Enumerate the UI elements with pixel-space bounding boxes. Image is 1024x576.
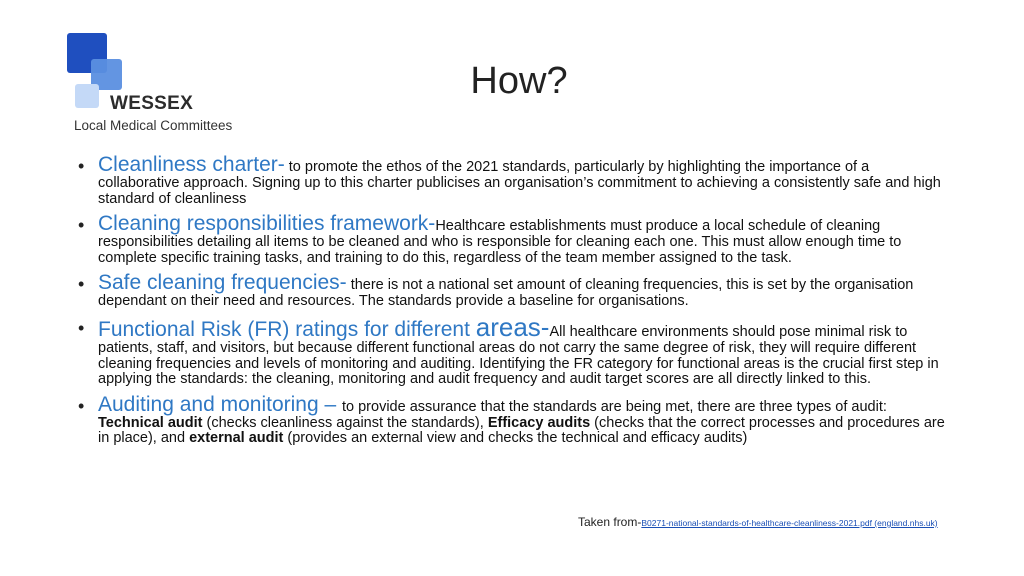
source-link[interactable]: B0271-national-standards-of-healthcare-cleanliness-2021.pdf (england.nhs.uk) (641, 518, 938, 528)
bullet-dot-icon: • (78, 156, 85, 176)
bullet-text: to promote the ethos of the 2021 standards, particularly by highlighting the importance of a collaborative approach. Signing up to this charter publicises an organisation’s commitment to achieving a consistently safe and high standard of cleanliness (98, 159, 941, 207)
bullet-text: All healthcare environments should pose minimal risk to patients, staff, and visitors, but because different functional areas do not carry the same degree of risk, they will require different cleaning frequencies and levels of monitoring and auditing. Identifying the FR category for functional areas is the crucial first step in applying the standards: the cleaning, monitoring and audit frequency and audit target scores are all directly linked to this. (98, 323, 939, 388)
bullet-heading: Cleaning responsibilities framework- (98, 212, 436, 236)
bullet-text: there is not a national set amount of cleaning frequencies, this is set by the organisation dependant on their need and resources. The standards provide a baseline for organisations. (98, 277, 914, 310)
bullet-dot-icon: • (78, 274, 85, 295)
bullet-text: (provides an external view and checks the technical and efficacy audits) (283, 430, 748, 447)
logo-name: WESSEX (110, 93, 194, 114)
source-prefix: Taken from- (578, 515, 642, 529)
source-citation (578, 515, 938, 529)
bullet-functional-risk-ratings (78, 311, 950, 388)
bullet-heading: Auditing and monitoring – (98, 392, 342, 416)
bullet-dot-icon: • (78, 395, 85, 416)
bullet-text: Healthcare establishments must produce a local schedule of cleaning responsibilities detailing all items to be cleaned and who is responsible for cleaning each one. This must allow enough time to complete specific training tasks, and training to do this, regardless of the team member assigned to the task. (98, 218, 902, 266)
bullet-auditing-monitoring (78, 394, 950, 447)
bullet-heading-large: areas- (475, 311, 550, 342)
logo-subtitle: Local Medical Committees (74, 118, 233, 133)
bullet-heading: Cleanliness charter- (98, 153, 285, 176)
slide-title: How? (470, 60, 568, 102)
bullet-safe-cleaning-frequencies (78, 272, 950, 310)
external-audit-term: external audit (189, 430, 284, 447)
bullet-dot-icon: • (78, 317, 85, 338)
technical-audit-term: Technical audit (98, 414, 203, 431)
bullet-heading: Safe cleaning frequencies- (98, 271, 347, 295)
bullet-dot-icon: • (78, 215, 85, 236)
bullet-text: (checks cleanliness against the standards), (202, 414, 488, 431)
bullet-cleanliness-charter (78, 154, 950, 207)
bullet-heading: Functional Risk (FR) ratings for different (98, 317, 476, 341)
bullet-list (78, 154, 950, 453)
efficacy-audits-term: Efficacy audits (487, 414, 591, 431)
bullet-text: (checks that the correct processes and procedures are in place), and (98, 414, 945, 447)
bullet-text: to provide assurance that the standards are being met, there are three types of audit: (342, 398, 887, 415)
bullet-cleaning-responsibilities (78, 213, 950, 266)
